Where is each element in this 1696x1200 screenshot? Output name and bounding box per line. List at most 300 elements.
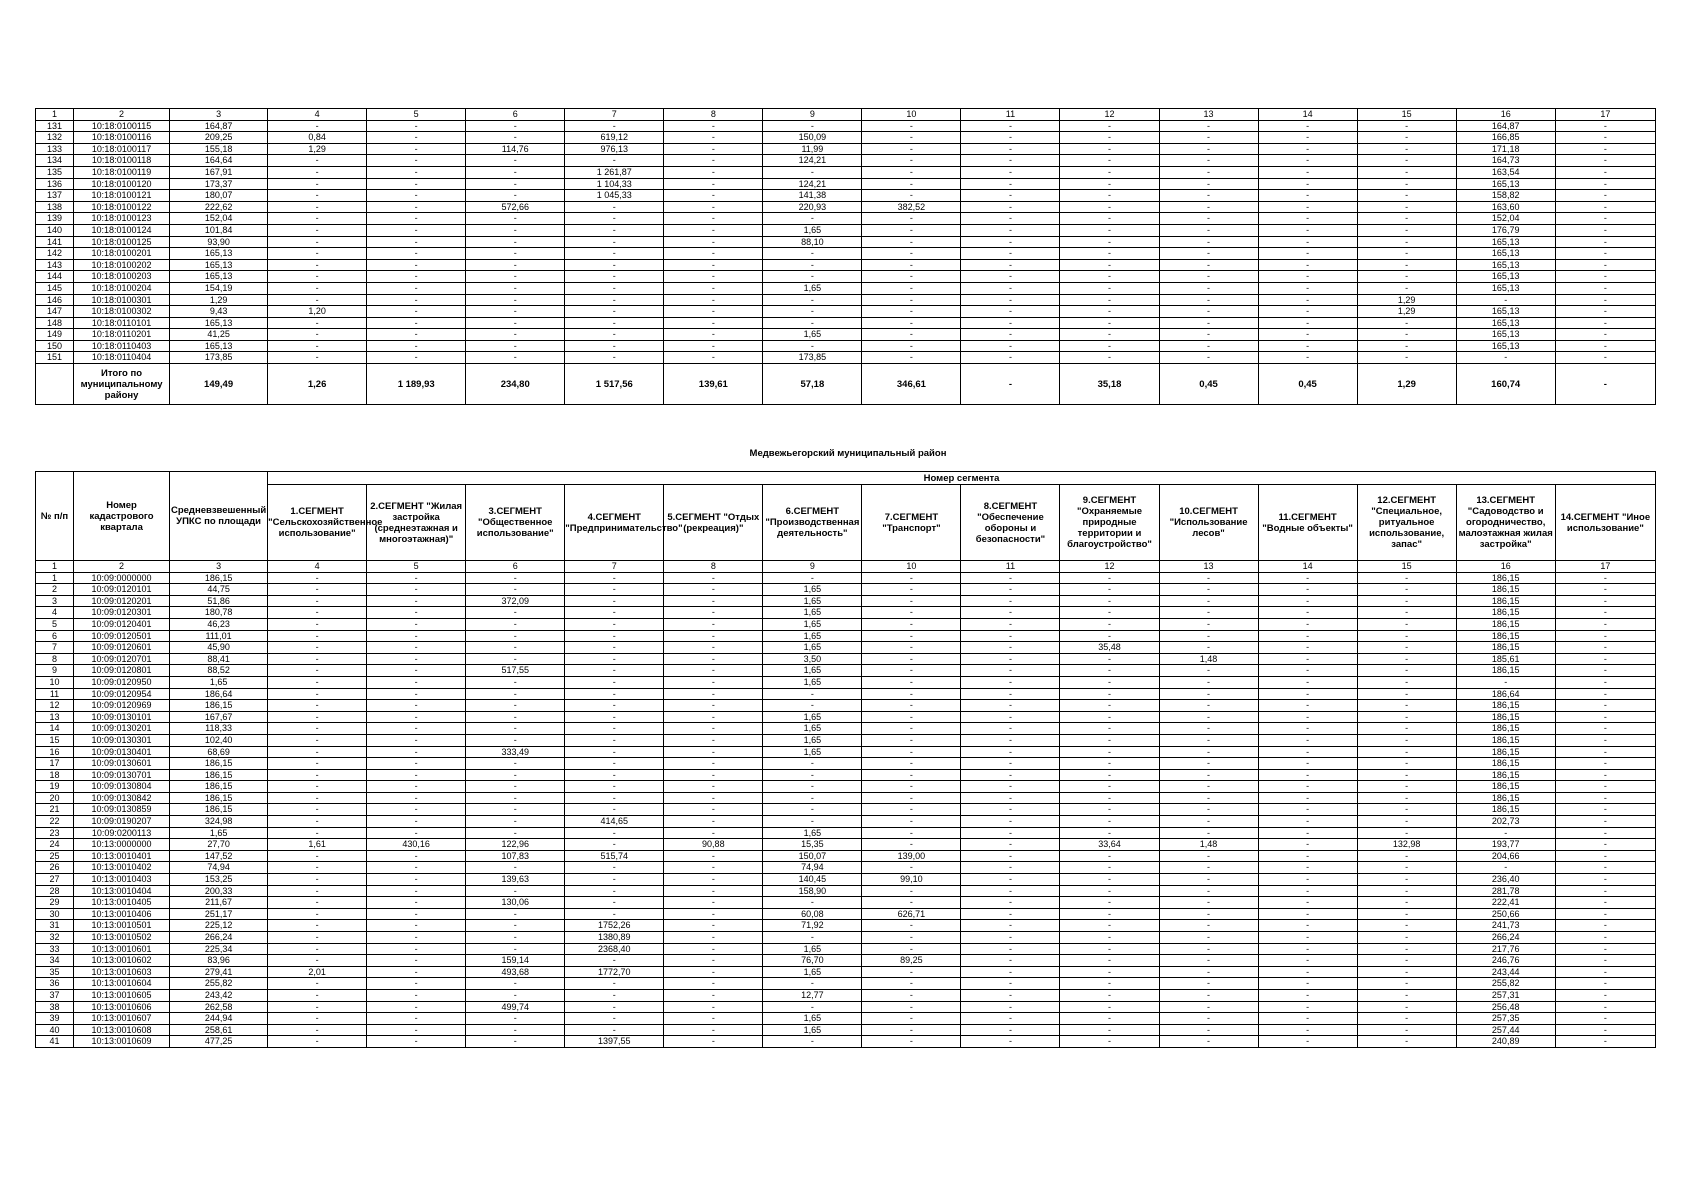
table-cell: -: [961, 607, 1060, 619]
table-cell: -: [367, 874, 466, 886]
table-cell: -: [1060, 595, 1159, 607]
table-cell: 137: [36, 190, 74, 202]
table-cell: -: [268, 989, 367, 1001]
table-cell: -: [1555, 711, 1655, 723]
table-cell: 8: [664, 109, 763, 121]
table-row: [36, 758, 1656, 770]
table-cell: -: [565, 607, 664, 619]
table-cell: -: [367, 352, 466, 364]
table-cell: 10:18:0100118: [74, 155, 170, 167]
table-cell: 626,71: [862, 908, 961, 920]
table-cell: -: [1357, 781, 1456, 793]
table-cell: -: [1555, 700, 1655, 712]
table-cell: -: [961, 932, 1060, 944]
table-cell: 152,04: [170, 213, 268, 225]
table-cell: 144: [36, 271, 74, 283]
table-cell: -: [862, 572, 961, 584]
table-row: [36, 572, 1656, 584]
table-cell: 186,15: [170, 700, 268, 712]
table-cell: 1,65: [763, 711, 862, 723]
table-cell: -: [1555, 723, 1655, 735]
table-cell: 1,65: [763, 827, 862, 839]
table-cell: -: [268, 607, 367, 619]
table-cell: 10:13:0010401: [74, 850, 170, 862]
table-cell: -: [466, 306, 565, 318]
table-row: [36, 166, 1656, 178]
table-cell: -: [367, 132, 466, 144]
table-cell: 225,12: [170, 920, 268, 932]
table-cell: 12,77: [763, 989, 862, 1001]
table-cell: -: [1258, 340, 1357, 352]
table-cell: 10:09:0130401: [74, 746, 170, 758]
table-cell: -: [466, 340, 565, 352]
table-cell: -: [1555, 607, 1655, 619]
table-cell: 1: [36, 572, 74, 584]
table-cell: 88,52: [170, 665, 268, 677]
table-cell: -: [1060, 224, 1159, 236]
table-cell: -: [961, 827, 1060, 839]
table-cell: -: [664, 282, 763, 294]
table-cell: -: [763, 317, 862, 329]
table-cell: -: [961, 1013, 1060, 1025]
table-cell: 10:18:0100125: [74, 236, 170, 248]
table-row: [36, 155, 1656, 167]
table-cell: -: [1555, 166, 1655, 178]
table-cell: -: [664, 630, 763, 642]
table-cell: -: [862, 1036, 961, 1048]
table-cell: -: [1555, 236, 1655, 248]
table-cell: -: [1159, 932, 1258, 944]
table-cell: 1772,70: [565, 966, 664, 978]
table-cell: -: [367, 862, 466, 874]
table-cell: -: [466, 352, 565, 364]
table-cell: -: [664, 329, 763, 341]
table-cell: 141: [36, 236, 74, 248]
table-row: [36, 143, 1656, 155]
table-cell: -: [565, 630, 664, 642]
table-cell: -: [367, 294, 466, 306]
table-cell: 241,73: [1456, 920, 1555, 932]
table-cell: 1,26: [268, 364, 367, 405]
table-cell: 180,78: [170, 607, 268, 619]
table-cell: -: [1060, 352, 1159, 364]
table-cell: -: [367, 769, 466, 781]
table-cell: -: [1258, 155, 1357, 167]
table-cell: -: [862, 213, 961, 225]
table-cell: -: [1258, 758, 1357, 770]
table-cell: -: [1357, 850, 1456, 862]
table-row: [36, 769, 1656, 781]
table-cell: -: [862, 781, 961, 793]
table-row: [36, 688, 1656, 700]
table-cell: -: [565, 874, 664, 886]
table-cell: -: [664, 897, 763, 909]
table-cell: -: [961, 282, 1060, 294]
table-cell: -: [367, 224, 466, 236]
table-cell: -: [961, 676, 1060, 688]
table-cell: 186,15: [1456, 781, 1555, 793]
table-cell: 88,41: [170, 653, 268, 665]
table-cell: -: [367, 120, 466, 132]
table-cell: 176,79: [1456, 224, 1555, 236]
table-cell: -: [862, 734, 961, 746]
table-cell: -: [1357, 746, 1456, 758]
table-cell: 164,87: [1456, 120, 1555, 132]
table-cell: 10:13:0010404: [74, 885, 170, 897]
table-cell: -: [664, 572, 763, 584]
table-cell: -: [1357, 700, 1456, 712]
table-cell: -: [1258, 908, 1357, 920]
table-cell: -: [1060, 955, 1159, 967]
table-cell: -: [565, 746, 664, 758]
table-cell: 243,44: [1456, 966, 1555, 978]
table-cell: 10:09:0130301: [74, 734, 170, 746]
table-cell: 266,24: [170, 932, 268, 944]
table-cell: -: [1060, 618, 1159, 630]
table-cell: -: [862, 132, 961, 144]
table-cell: -: [268, 816, 367, 828]
table-cell: 111,01: [170, 630, 268, 642]
table-cell: -: [367, 989, 466, 1001]
table-cell: -: [961, 1036, 1060, 1048]
table-cell: -: [664, 769, 763, 781]
table-cell: -: [961, 120, 1060, 132]
table-cell: -: [1258, 317, 1357, 329]
table-cell: -: [1555, 294, 1655, 306]
table-cell: -: [961, 885, 1060, 897]
table-row: [36, 781, 1656, 793]
table-cell: 34: [36, 955, 74, 967]
table-cell: -: [1159, 178, 1258, 190]
table-cell: -: [367, 595, 466, 607]
table-cell: -: [565, 978, 664, 990]
table-cell: -: [1258, 839, 1357, 851]
table-row: [36, 908, 1656, 920]
table-cell: -: [268, 178, 367, 190]
table-cell: -: [268, 676, 367, 688]
table-cell: -: [466, 827, 565, 839]
table-cell: -: [565, 584, 664, 596]
table-row: [36, 850, 1656, 862]
table-cell: 166,85: [1456, 132, 1555, 144]
table-cell: 186,15: [1456, 665, 1555, 677]
table-cell: 236,40: [1456, 874, 1555, 886]
table-cell: -: [664, 201, 763, 213]
table-cell: -: [1555, 908, 1655, 920]
table-cell: -: [1357, 259, 1456, 271]
table-cell: 2368,40: [565, 943, 664, 955]
table-cell: 186,15: [1456, 758, 1555, 770]
table-cell: 10:13:0000000: [74, 839, 170, 851]
table-cell: 250,66: [1456, 908, 1555, 920]
table-cell: -: [1357, 213, 1456, 225]
table-cell: -: [961, 364, 1060, 405]
table-cell: 159,14: [466, 955, 565, 967]
table-cell: -: [1555, 769, 1655, 781]
table-row: [36, 885, 1656, 897]
table-cell: -: [664, 885, 763, 897]
table-row: [36, 1036, 1656, 1048]
table-cell: 222,41: [1456, 897, 1555, 909]
table-cell: 124,21: [763, 178, 862, 190]
table-cell: -: [268, 885, 367, 897]
table-cell: -: [466, 723, 565, 735]
table-cell: 147: [36, 306, 74, 318]
table-cell: 15,35: [763, 839, 862, 851]
table-cell: 217,76: [1456, 943, 1555, 955]
table-cell: -: [1060, 676, 1159, 688]
table-cell: -: [268, 781, 367, 793]
table-cell: 124,21: [763, 155, 862, 167]
table-cell: 186,15: [1456, 584, 1555, 596]
table-cell: -: [1357, 166, 1456, 178]
table-cell: 10:13:0010406: [74, 908, 170, 920]
table-cell: -: [1357, 897, 1456, 909]
segment-header: 3.СЕГМЕНТ "Общественное использование": [466, 485, 565, 561]
table-cell: -: [961, 653, 1060, 665]
table-cell: -: [1258, 271, 1357, 283]
table-cell: -: [1555, 1013, 1655, 1025]
table-cell: -: [1159, 584, 1258, 596]
table-cell: 1,65: [763, 224, 862, 236]
table-cell: -: [1555, 804, 1655, 816]
table-cell: 10:18:0100301: [74, 294, 170, 306]
table-cell: -: [1159, 665, 1258, 677]
table-cell: -: [1555, 282, 1655, 294]
table-cell: -: [664, 618, 763, 630]
table-cell: -: [1555, 1024, 1655, 1036]
table-cell: -: [367, 816, 466, 828]
table-cell: 17: [1555, 561, 1655, 573]
table-cell: -: [1555, 1001, 1655, 1013]
table-cell: -: [268, 792, 367, 804]
table-cell: 165,13: [1456, 340, 1555, 352]
table-cell: -: [763, 120, 862, 132]
table-cell: 1752,26: [565, 920, 664, 932]
bottom-table: [35, 471, 1656, 1048]
table-cell: -: [1060, 1024, 1159, 1036]
table-cell: -: [1258, 781, 1357, 793]
table-cell: 517,55: [466, 665, 565, 677]
table-cell: 150,09: [763, 132, 862, 144]
table-cell: -: [862, 943, 961, 955]
table-cell: -: [664, 155, 763, 167]
table-cell: 149,49: [170, 364, 268, 405]
table-cell: 36: [36, 978, 74, 990]
table-cell: -: [466, 166, 565, 178]
table-cell: -: [664, 352, 763, 364]
table-cell: -: [1159, 676, 1258, 688]
table-cell: 1,65: [763, 630, 862, 642]
table-row: [36, 978, 1656, 990]
table-cell: -: [862, 166, 961, 178]
table-cell: 163,60: [1456, 201, 1555, 213]
table-cell: -: [1258, 595, 1357, 607]
table-cell: 76,70: [763, 955, 862, 967]
table-cell: -: [1357, 874, 1456, 886]
table-cell: -: [763, 897, 862, 909]
table-cell: -: [961, 248, 1060, 260]
table-cell: -: [565, 734, 664, 746]
table-cell: -: [961, 850, 1060, 862]
table-cell: -: [1258, 746, 1357, 758]
table-cell: -: [565, 792, 664, 804]
table-cell: -: [1258, 966, 1357, 978]
table-cell: -: [1258, 978, 1357, 990]
table-cell: 27: [36, 874, 74, 886]
table-cell: 16: [1456, 561, 1555, 573]
table-cell: -: [961, 1001, 1060, 1013]
table-cell: -: [862, 804, 961, 816]
table-cell: -: [1555, 317, 1655, 329]
table-cell: -: [862, 607, 961, 619]
table-cell: -: [1159, 630, 1258, 642]
segment-header: 11.СЕГМЕНТ "Водные объекты": [1258, 485, 1357, 561]
table-cell: 211,67: [170, 897, 268, 909]
table-cell: -: [565, 839, 664, 851]
table-cell: -: [1159, 966, 1258, 978]
table-cell: -: [1258, 642, 1357, 654]
table-row: [36, 862, 1656, 874]
table-cell: -: [862, 816, 961, 828]
table-cell: -: [1159, 642, 1258, 654]
table-cell: -: [1555, 932, 1655, 944]
table-cell: -: [1258, 190, 1357, 202]
table-cell: -: [763, 572, 862, 584]
table-cell: 10:09:0120954: [74, 688, 170, 700]
table-cell: -: [961, 816, 1060, 828]
table-cell: -: [1159, 213, 1258, 225]
table-cell: 146: [36, 294, 74, 306]
table-cell: -: [367, 978, 466, 990]
segment-header: 12.СЕГМЕНТ "Специальное, ритуальное использование, запас": [1357, 485, 1456, 561]
table-cell: 139,00: [862, 850, 961, 862]
table-cell: 186,15: [1456, 804, 1555, 816]
table-cell: -: [763, 306, 862, 318]
table-cell: 38: [36, 1001, 74, 1013]
table-cell: 9: [763, 561, 862, 573]
table-cell: -: [367, 955, 466, 967]
table-cell: 1 189,93: [367, 364, 466, 405]
table-cell: -: [664, 978, 763, 990]
table-cell: -: [466, 1013, 565, 1025]
table-cell: -: [466, 734, 565, 746]
segment-header: 7.СЕГМЕНТ "Транспорт": [862, 485, 961, 561]
table-cell: -: [1555, 224, 1655, 236]
table-cell: 11,99: [763, 143, 862, 155]
table-cell: -: [1357, 1036, 1456, 1048]
table-cell: -: [367, 1001, 466, 1013]
table-cell: 165,13: [1456, 329, 1555, 341]
table-cell: -: [1357, 572, 1456, 584]
table-cell: -: [1060, 329, 1159, 341]
table-cell: -: [268, 734, 367, 746]
table-cell: 10:13:0010604: [74, 978, 170, 990]
table-cell: 10:18:0100120: [74, 178, 170, 190]
table-cell: 262,58: [170, 1001, 268, 1013]
table-cell: -: [664, 781, 763, 793]
table-cell: -: [763, 688, 862, 700]
table-cell: -: [466, 607, 565, 619]
table-cell: 122,96: [466, 839, 565, 851]
table-cell: 1 517,56: [565, 364, 664, 405]
table-cell: -: [565, 827, 664, 839]
table-cell: 51,86: [170, 595, 268, 607]
table-cell: -: [1258, 329, 1357, 341]
table-cell: -: [862, 352, 961, 364]
table-cell: -: [1555, 190, 1655, 202]
table-cell: 132,98: [1357, 839, 1456, 851]
table-cell: -: [664, 908, 763, 920]
table-cell: -: [664, 711, 763, 723]
table-cell: 139,63: [466, 874, 565, 886]
table-cell: 155,18: [170, 143, 268, 155]
table-cell: -: [1060, 885, 1159, 897]
table-cell: -: [862, 653, 961, 665]
table-cell: -: [466, 804, 565, 816]
table-cell: -: [862, 248, 961, 260]
table-cell: 186,15: [170, 792, 268, 804]
table-cell: Итого по муниципальному району: [74, 364, 170, 405]
table-cell: 40: [36, 1024, 74, 1036]
table-cell: 152,04: [1456, 213, 1555, 225]
table-cell: -: [862, 340, 961, 352]
table-cell: -: [1258, 711, 1357, 723]
table-cell: -: [466, 781, 565, 793]
table-cell: -: [565, 352, 664, 364]
table-cell: -: [1357, 584, 1456, 596]
table-cell: -: [565, 676, 664, 688]
table-cell: 14: [36, 723, 74, 735]
table-row: [36, 630, 1656, 642]
table-cell: -: [961, 584, 1060, 596]
table-cell: 10:18:0100202: [74, 259, 170, 271]
table-cell: -: [961, 711, 1060, 723]
table-cell: 60,08: [763, 908, 862, 920]
table-cell: -: [1258, 248, 1357, 260]
table-cell: -: [1060, 943, 1159, 955]
table-cell: -: [664, 143, 763, 155]
table-cell: 10:09:0120701: [74, 653, 170, 665]
table-cell: -: [961, 224, 1060, 236]
table-cell: -: [565, 897, 664, 909]
table-cell: 1,65: [763, 1024, 862, 1036]
table-cell: -: [1555, 1036, 1655, 1048]
table-cell: -: [466, 190, 565, 202]
table-cell: -: [1357, 816, 1456, 828]
table-cell: -: [1258, 607, 1357, 619]
table-cell: -: [466, 618, 565, 630]
table-cell: -: [268, 190, 367, 202]
table-cell: -: [961, 781, 1060, 793]
table-cell: -: [1555, 885, 1655, 897]
table-cell: 17: [36, 758, 74, 770]
table-row: [36, 827, 1656, 839]
table-cell: -: [466, 271, 565, 283]
table-cell: -: [1555, 966, 1655, 978]
table-cell: -: [1159, 236, 1258, 248]
table-cell: 9,43: [170, 306, 268, 318]
table-cell: -: [961, 734, 1060, 746]
table-cell: -: [565, 572, 664, 584]
table-cell: -: [1060, 132, 1159, 144]
table-cell: 9: [36, 665, 74, 677]
table-cell: -: [1258, 653, 1357, 665]
table-cell: -: [466, 1024, 565, 1036]
table-row: [36, 317, 1656, 329]
table-cell: -: [466, 816, 565, 828]
table-cell: 164,64: [170, 155, 268, 167]
